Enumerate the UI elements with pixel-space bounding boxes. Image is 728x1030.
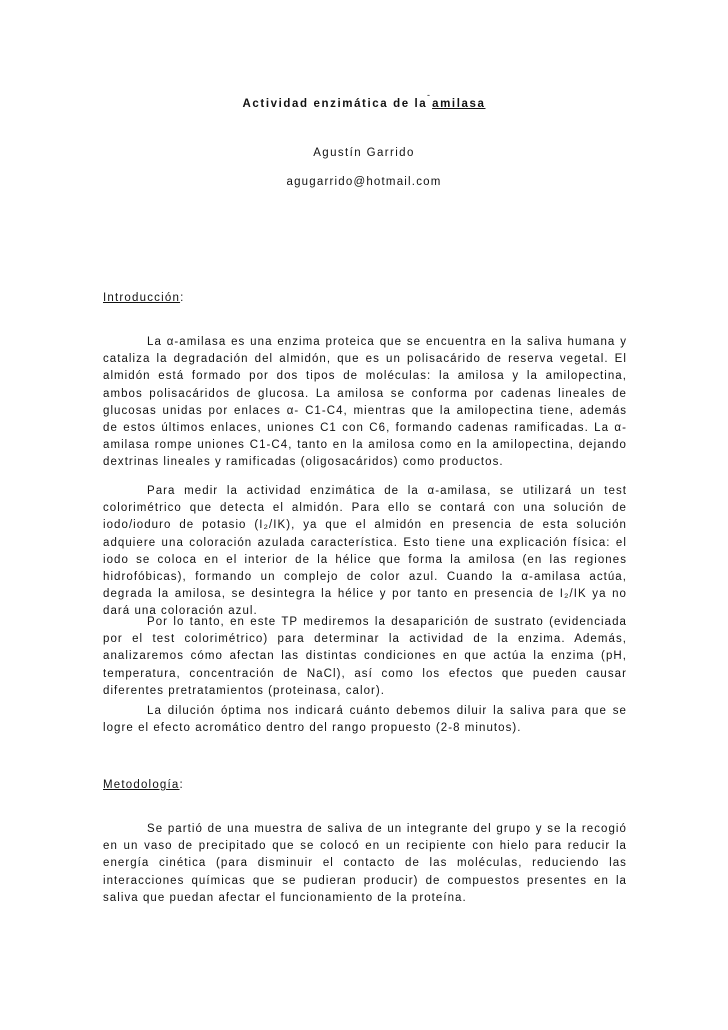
author-name: Agustín Garrido bbox=[313, 147, 415, 159]
paragraph-metodologia-1: Se partió de una muestra de saliva de un integrante del grupo y se la recogió en un vaso de precipitado que se colocó en un recipiente con hielo para reducir la energía cinética (para disminuir el contacto de las moléculas, reduciendo las interacciones químicas que se pudieran producir) de compuestos presentes en la saliva que puedan afectar el funcionamiento de la proteína. bbox=[103, 823, 627, 904]
title-text: Actividad enzimática de la bbox=[242, 98, 428, 110]
paragraph-intro-1: La α-amilasa es una enzima proteica que se encuentra en la saliva humana y cataliza la degradación del almidón, que es un polisacárido de reserva vegetal. El almidón está formado por dos tipos de moléculas: la amilosa y la amilopectina, ambos polisacáridos de glucosa. La amilosa se conforma por cadenas lineales de glucosas unidas por enlaces α- C1-C4, mientras que la amilopectina tiene, además de estos últimos enlaces, uniones C1 con C6, formando cadenas ramificadas. La α-amilasa rompe uniones C1-C4, tanto en la amilosa como en la amilopectina, dejando dextrinas lineales y ramificadas (oligosacáridos) como productos. bbox=[103, 336, 627, 469]
heading-label: Metodología bbox=[103, 779, 180, 791]
document-title bbox=[0, 90, 728, 110]
paragraph-intro-3: Por lo tanto, en este TP mediremos la desaparición de sustrato (evidenciada por el test colorimétrico) para determinar la actividad de la enzima. Además, analizaremos cómo afectan las distintas condiciones en que actúa la enzima (pH, temperatura, concentración de NaCl), así como los efectos que pueden causar diferentes pretratamientos (proteinasa, calor). bbox=[103, 616, 627, 697]
title-mark: - bbox=[427, 90, 432, 100]
heading-label: Introducción bbox=[103, 292, 181, 304]
paragraph-intro-4: La dilución óptima nos indicará cuánto debemos diluir la saliva para que se logre el efecto acromático dentro del rango propuesto (2-8 minutos). bbox=[103, 705, 627, 735]
section-heading-metodologia bbox=[103, 779, 184, 791]
paragraph-intro-2: Para medir la actividad enzimática de la α-amilasa, se utilizará un test colorimétrico que detecta el almidón. Para ello se contará con una solución de iodo/ioduro de potasio (I₂/IK), ya que el almidón en presencia de esta solución adquiere una coloración azulada característica. Esto tiene una explicación física: el iodo se coloca en el interior de la hélice que forma la amilosa (en las regiones hidrofóbicas), formando un complejo de color azul. Cuando la α-amilasa actúa, degrada la amilosa, se desintegra la hélice y por tanto en presencia de I₂/IK ya no dará una coloración azul. bbox=[103, 485, 627, 618]
heading-colon: : bbox=[180, 292, 185, 304]
title-keyword: amilasa bbox=[432, 98, 486, 110]
section-heading-introduccion bbox=[103, 292, 184, 304]
heading-colon: : bbox=[179, 779, 184, 791]
author-email: agugarrido@hotmail.com bbox=[286, 176, 442, 188]
